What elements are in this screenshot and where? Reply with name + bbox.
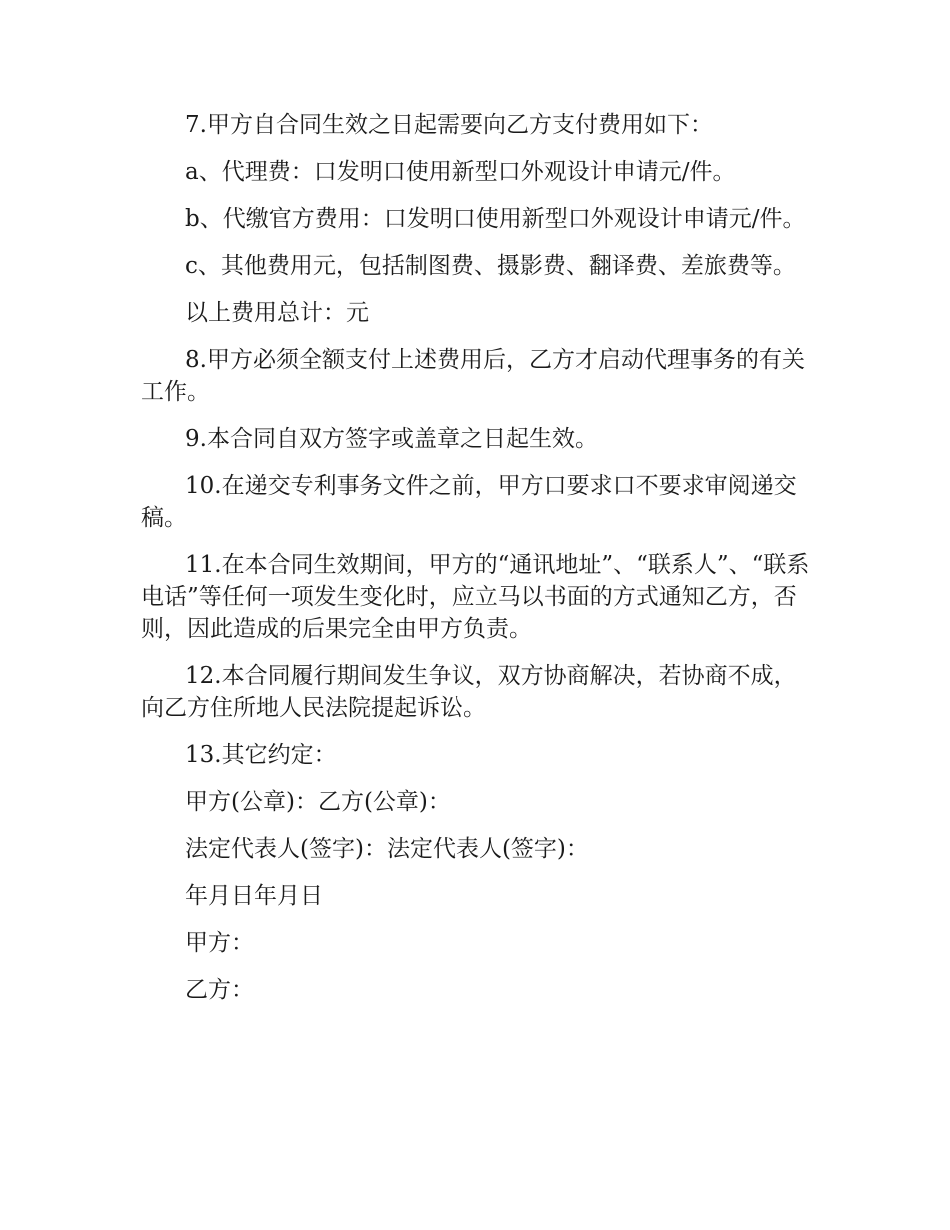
clause-7a-agency-fee: a、代理费：口发明口使用新型口外观设计申请元/件。 <box>185 159 736 185</box>
seal-line: 甲方(公章)：乙方(公章)： <box>185 789 451 815</box>
party-a-line: 甲方： <box>185 930 254 956</box>
legal-rep-signature-line: 法定代表人(签字)：法定代表人(签字)： <box>185 836 589 862</box>
clause-8: 8.甲方必须全额支付上述费用后，乙方才启动代理事务的有关工作。 <box>141 347 805 405</box>
clause-11: 11.在本合同生效期间，甲方的“通讯地址”、“联系人”、“联系电话”等任何一项发生变化时，应立马以书面的方式通知乙方，否则，因此造成的后果完全由甲方负责。 <box>141 552 810 642</box>
document-body <box>141 109 813 1021</box>
date-line: 年月日年月日 <box>185 883 323 909</box>
clause-7b-official-fee: b、代缴官方费用：口发明口使用新型口外观设计申请元/件。 <box>185 206 806 232</box>
clause-7c-other-fees: c、其他费用元，包括制图费、摄影费、翻译费、差旅费等。 <box>185 253 796 279</box>
clause-10: 10.在递交专利事务文件之前，甲方口要求口不要求审阅递交稿。 <box>141 473 797 531</box>
clause-13: 13.其它约定： <box>185 742 337 768</box>
clause-7-fees-intro: 7.甲方自合同生效之日起需要向乙方支付费用如下： <box>185 112 713 138</box>
clause-12: 12.本合同履行期间发生争议，双方协商解决，若协商不成，向乙方住所地人民法院提起诉讼。 <box>141 663 797 721</box>
fees-total: 以上费用总计：元 <box>185 300 369 326</box>
clause-9: 9.本合同自双方签字或盖章之日起生效。 <box>185 426 598 452</box>
party-b-line: 乙方： <box>185 977 254 1003</box>
